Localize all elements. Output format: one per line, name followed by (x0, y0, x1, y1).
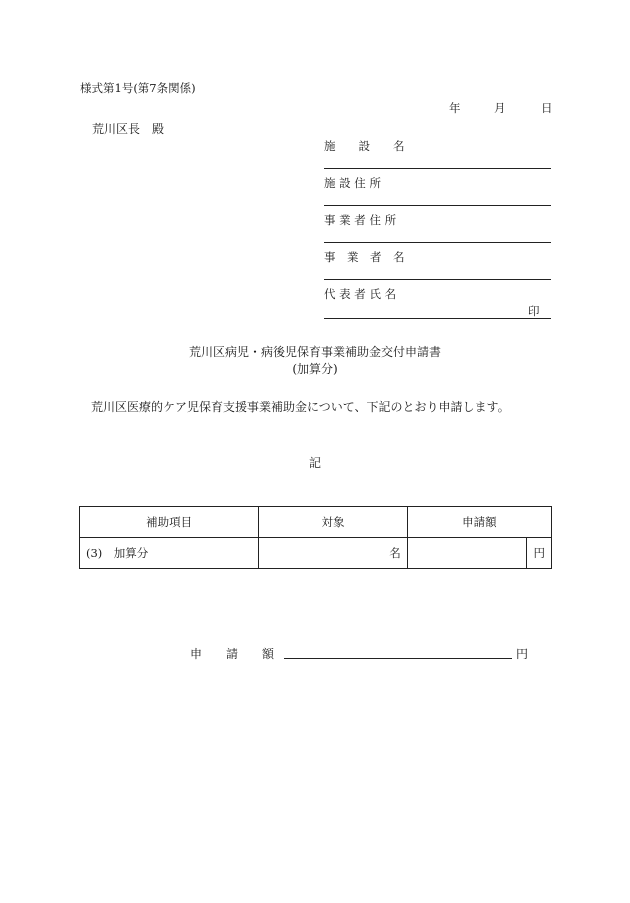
ki-heading: 記 (308, 456, 321, 470)
total-amount-field[interactable] (284, 658, 512, 659)
addressee (92, 120, 164, 137)
date-month-label: 月 (494, 101, 506, 115)
field-facility-address[interactable] (324, 175, 551, 206)
header-target: 対象 (259, 507, 407, 538)
date-day-label: 日 (541, 101, 553, 115)
field-label: 事 業 者 住 所 (324, 213, 397, 227)
cell-target[interactable]: 名 (259, 538, 407, 569)
date-year-label: 年 (449, 101, 461, 115)
addressee-honorific: 殿 (152, 122, 165, 136)
total-amount-unit: 円 (516, 647, 529, 661)
form-number: 様式第1号(第7条関係) (80, 81, 196, 95)
document-title: 荒川区病児・病後児保育事業補助金交付申請書 (188, 345, 441, 359)
field-underline (324, 242, 551, 243)
cell-amount[interactable] (407, 538, 527, 569)
field-underline (324, 279, 551, 280)
cell-amount-unit: 円 (527, 538, 552, 569)
cell-item: (3) 加算分 (80, 538, 259, 569)
field-representative-name[interactable] (324, 286, 551, 319)
field-label: 代 表 者 氏 名 (324, 287, 397, 301)
field-label: 施 設 住 所 (324, 176, 381, 190)
header-amount: 申請額 (407, 507, 551, 538)
field-underline (324, 318, 551, 319)
total-amount-label: 申 請 額 (190, 647, 275, 661)
field-underline (324, 205, 551, 206)
subsidy-table (79, 506, 552, 569)
body-text: 荒川区医療的ケア児保育支援事業補助金について、下記のとおり申請します。 (91, 400, 510, 414)
field-operator-address[interactable] (324, 212, 551, 243)
addressee-name: 荒川区長 (92, 122, 141, 136)
document-subtitle: (加算分) (292, 362, 338, 376)
table-header-row (80, 507, 552, 538)
field-label: 施 設 名 (324, 139, 405, 153)
seal-mark: 印 (528, 304, 540, 318)
table-row (80, 538, 552, 569)
field-underline (324, 168, 551, 169)
header-item: 補助項目 (80, 507, 259, 538)
field-operator-name[interactable] (324, 249, 551, 280)
field-label: 事 業 者 名 (324, 250, 405, 264)
field-facility-name[interactable] (324, 138, 551, 169)
